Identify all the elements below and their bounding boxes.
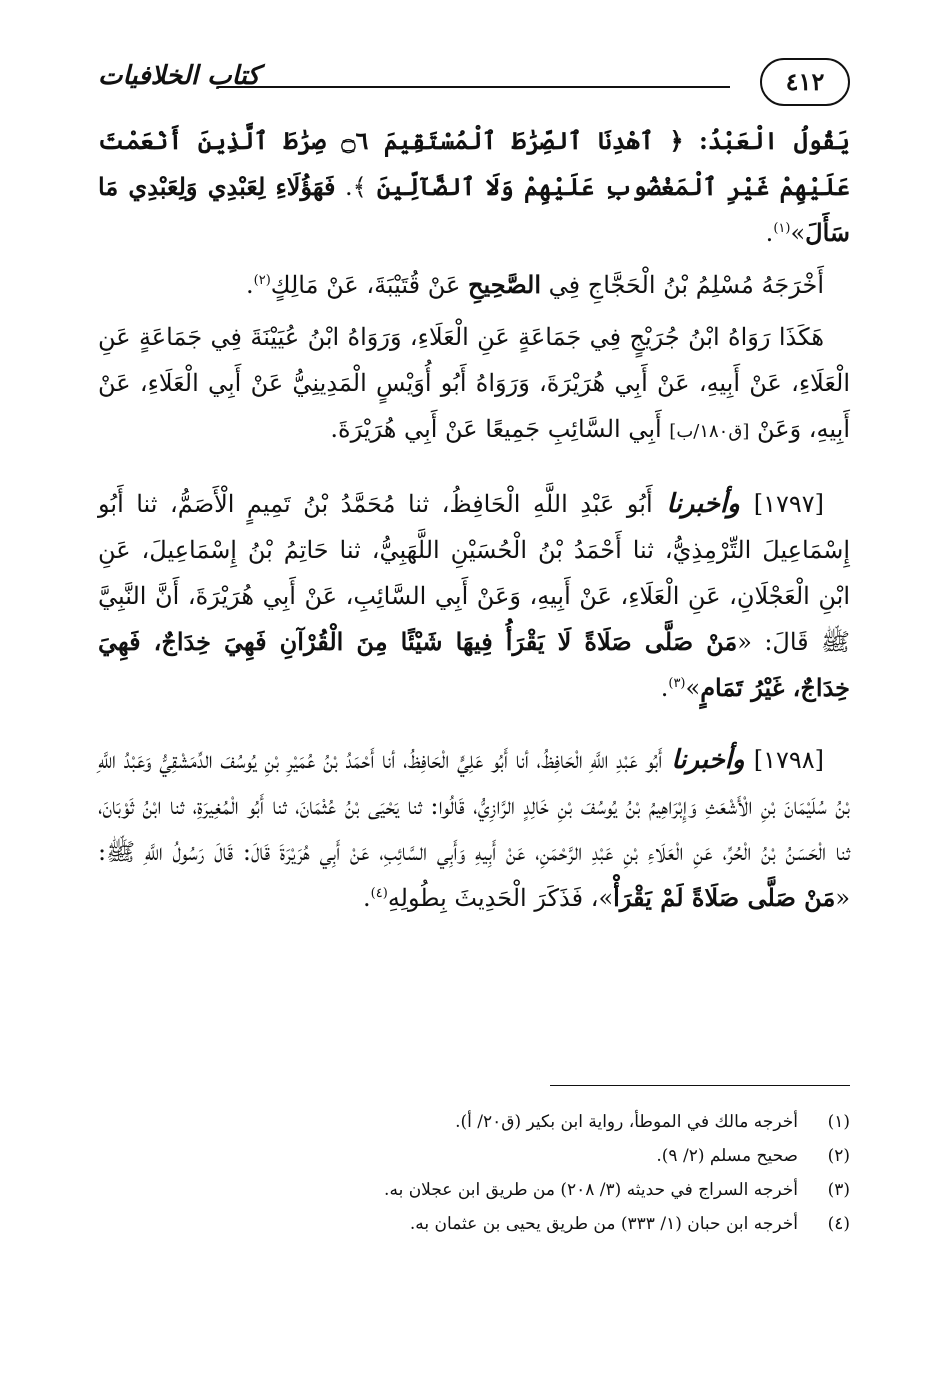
footnote-text: أخرجه السراج في حديثه (٣/ ٢٠٨) من طريق ابن عجلان به. [384,1180,798,1200]
text-run: »، فَذَكَرَ الْحَدِيثَ بِطُولِهِ [387,884,614,912]
speaker-intro: يَقُولُ الْعَبْدُ: ﴿ [669,126,850,155]
book-name-sahih: الصَّحِيحِ [467,270,542,299]
spacer [98,461,850,481]
footnote-ref: (١) [773,221,791,236]
footnote-number: (١) [827,1112,850,1132]
page-header [98,52,850,104]
isnad-text: أَبُو عَبْدِ اللَّهِ الْحَافِظُ، ثنا مُحَمَّدُ بْنُ تَمِيمٍ الْأَصَمُّ، ثنا أَبُو إِسْمَاعِيلَ التِّرْمِذِيُّ، ثنا أَحْمَدُ بْنُ الْحُسَيْنِ اللَّهَبِيُّ، ثنا حَاتِمُ بْنُ إِسْمَاعِيلَ، عَنِ ابْنِ الْعَجْلَانِ، عَنِ الْعَلَاءِ، عَنْ أَبِيهِ، وَعَنْ أَبِي السَّائِبِ، عَنْ أَبِي هُرَيْرَةَ، أَنَّ النَّبِيَّ ﷺ قَالَ: « [98,490,851,656]
akhbarana-marker: وأخبرنا [652,489,754,519]
footnote-number: (٢) [827,1146,850,1166]
footnote-text: صحيح مسلم (٢/ ٩). [656,1146,798,1166]
footnote-number: (٤) [827,1214,850,1234]
paragraph-riwaya [98,314,850,455]
footnote-item [98,1207,850,1241]
akhbarana-marker: وأخبرنا [662,745,754,775]
quote-close: » [790,219,806,247]
footnote-ref: (٤) [370,886,388,901]
hadith-matn: مَنْ صَلَّى صَلَاةً لَمْ يَقْرَأْ [613,883,836,912]
paragraph-hadith-1797 [98,481,850,711]
footnote-item [98,1173,850,1207]
paragraph-hadith-text [98,118,850,256]
footnote-text: أخرجه مالك في الموطأ، رواية ابن بكير (ق٢٠/ أ). [455,1112,798,1132]
footnotes [98,1105,850,1241]
footnote-ref: (٢) [253,273,271,288]
book-title: كتاب الخلافيات [98,61,260,91]
footnote-item [98,1139,850,1173]
manuscript-reference: [ق١٨٠/ب] [669,421,750,442]
quran-verse: ٱهْدِنَا ٱلصِّرَٰطَ ٱلْمُسْتَقِيمَ ۝٦ صِرَٰطَ ٱلَّذِينَ أَنْعَمْتَ عَلَيْهِمْ غَيْرِ ٱلْمَغْضُوبِ عَلَيْهِمْ وَلَا ٱلضَّآلِّينَ [98,126,850,201]
isnad-text: أَبُو عَبْدِ اللَّهِ الْحَافِظُ، أنا أَبُو عَلِيٍّ الْحَافِظُ، أنا أَحْمَدُ بْنُ عُمَيْرِ بْنِ يُوسُفَ الدِّمَشْقِيُّ وَعَبْدُ اللَّهِ بْنُ سُلَيْمَانَ بْنِ الْأَشْعَثِ وَإِبْرَاهِيمُ بْنُ يُوسُفَ بْنِ خَالِدٍ الرَّازِيُّ، قَالُوا: ثنا يَحْيَى بْنُ عُثْمَانَ، ثنا أَبُو الْمُغِيرَةِ، ثنا ابْنُ ثَوْبَانَ، ثنا الْحَسَنُ بْنُ الْحُرِّ، عَنِ الْعَلَاءِ بْنِ عَبْدِ الرَّحْمَنِ، عَنْ أَبِيهِ وَأَبِي السَّائِبِ، عَنْ أَبِي هُرَيْرَةَ قَالَ: قَالَ رَسُولُ اللَّهِ ﷺ: « [98,746,851,912]
period: . [660,674,669,702]
spacer [98,717,850,737]
footnote-item [98,1105,850,1139]
text-run: هَكَذَا رَوَاهُ ابْنُ جُرَيْجٍ فِي جَمَاعَةٍ عَنِ الْعَلَاءِ، وَرَوَاهُ ابْنُ عُيَيْنَةَ فِي جَمَاعَةٍ عَنِ الْعَلَاءِ، عَنْ أَبِيهِ، عَنْ أَبِي هُرَيْرَةَ، وَرَوَاهُ أَبُو أُوَيْسٍ الْمَدِينِيُّ عَنْ أَبِي الْعَلَاءِ، عَنْ أَبِيهِ، وَعَنْ [98,323,850,443]
footnote-number: (٣) [827,1180,850,1200]
period: . [245,271,254,299]
footnote-text: أخرجه ابن حبان (١/ ٣٣٣) من طريق يحيى بن عثمان به. [409,1214,798,1234]
verse-close: ﴾. [335,173,367,201]
footnote-ref: (٣) [668,676,686,691]
paragraph-hadith-1798 [98,737,850,921]
main-text [98,118,850,921]
period: . [765,219,774,247]
quote-close: » [685,674,701,702]
hadith-number: [١٧٩٧] [753,490,824,518]
hadith-quote: فَهَؤُلَاءِ لِعَبْدِي وَلِعَبْدِي مَا سَأَلَ [98,172,850,247]
header-rule [218,86,730,88]
paragraph-takhrij [98,262,850,308]
period: . [363,884,371,912]
book-page [98,52,850,1352]
text-run: عَنْ قُتَيْبَةَ، عَنْ مَالِكٍ [270,271,468,299]
hadith-number: [١٧٩٨] [753,746,824,774]
footnote-separator [550,1085,850,1086]
page-number: ٤١٢ [760,58,850,106]
hadith-matn: مَنْ صَلَّى صَلَاةً لَا يَقْرَأُ فِيهَا شَيْئًا مِنَ الْقُرْآنِ فَهِيَ خِدَاجٌ، فَهِيَ خِدَاجٌ، غَيْرُ تَمَامٍ [98,627,850,702]
text-run: أَبِي السَّائِبِ جَمِيعًا عَنْ أَبِي هُرَيْرَةَ. [330,415,670,443]
text-run: أَخْرَجَهُ مُسْلِمُ بْنُ الْحَجَّاجِ فِي [541,271,824,299]
